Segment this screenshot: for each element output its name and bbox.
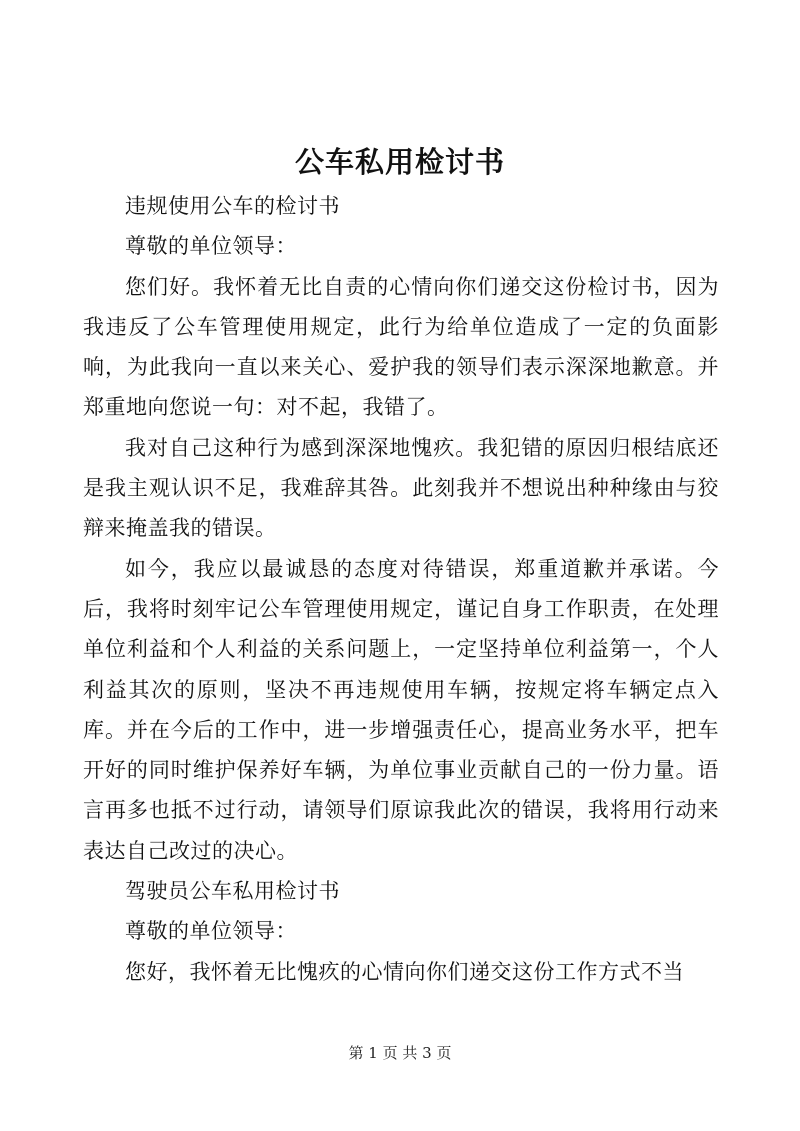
paragraph-heading-1: 违规使用公车的检讨书 — [125, 194, 340, 218]
paragraph-text: 您好，我怀着无比愧疚的心情向你们递交这份工作方式不当 — [125, 959, 684, 984]
document-body — [83, 186, 719, 992]
paragraph-salutation-1: 尊敬的单位领导： — [125, 234, 297, 259]
paragraph-text: 您们好。我怀着无比自责的心情向你们递交这份检讨书，因为我违反了公车管理使用规定，此行为给单位造成了一定的负面影响，为此我向一直以来关心、爱护我的领导们表示深深地歉意。并郑重地向您说一句：对不起，我错了。 — [83, 274, 719, 420]
page-number-footer: 第 1 页 共 3 页 — [348, 1044, 452, 1062]
paragraph-salutation-2: 尊敬的单位领导： — [125, 919, 297, 944]
paragraph-heading-2: 驾驶员公车私用检讨书 — [125, 879, 340, 904]
paragraph-text: 如今，我应以最诚恳的态度对待错误，郑重道歉并承诺。今后，我将时刻牢记公车管理使用规定，谨记自身工作职责，在处理单位利益和个人利益的关系问题上，一定坚持单位利益第一，个人利益其次的原则，坚决不再违规使用车辆，按规定将车辆定点入库。并在今后的工作中，进一步增强责任心，提高业务水平，把车开好的同时维护保养好车辆，为单位事业贡献自己的一份力量。语言再多也抵不过行动，请领导们原谅我此次的错误，我将用行动来表达自己改过的决心。 — [83, 556, 719, 863]
paragraph-text: 我对自己这种行为感到深深地愧疚。我犯错的原因归根结底还是我主观认识不足，我难辞其咎。此刻我并不想说出种种缘由与狡辩来掩盖我的错误。 — [83, 435, 719, 541]
document-title: 公车私用检讨书 — [294, 145, 505, 179]
